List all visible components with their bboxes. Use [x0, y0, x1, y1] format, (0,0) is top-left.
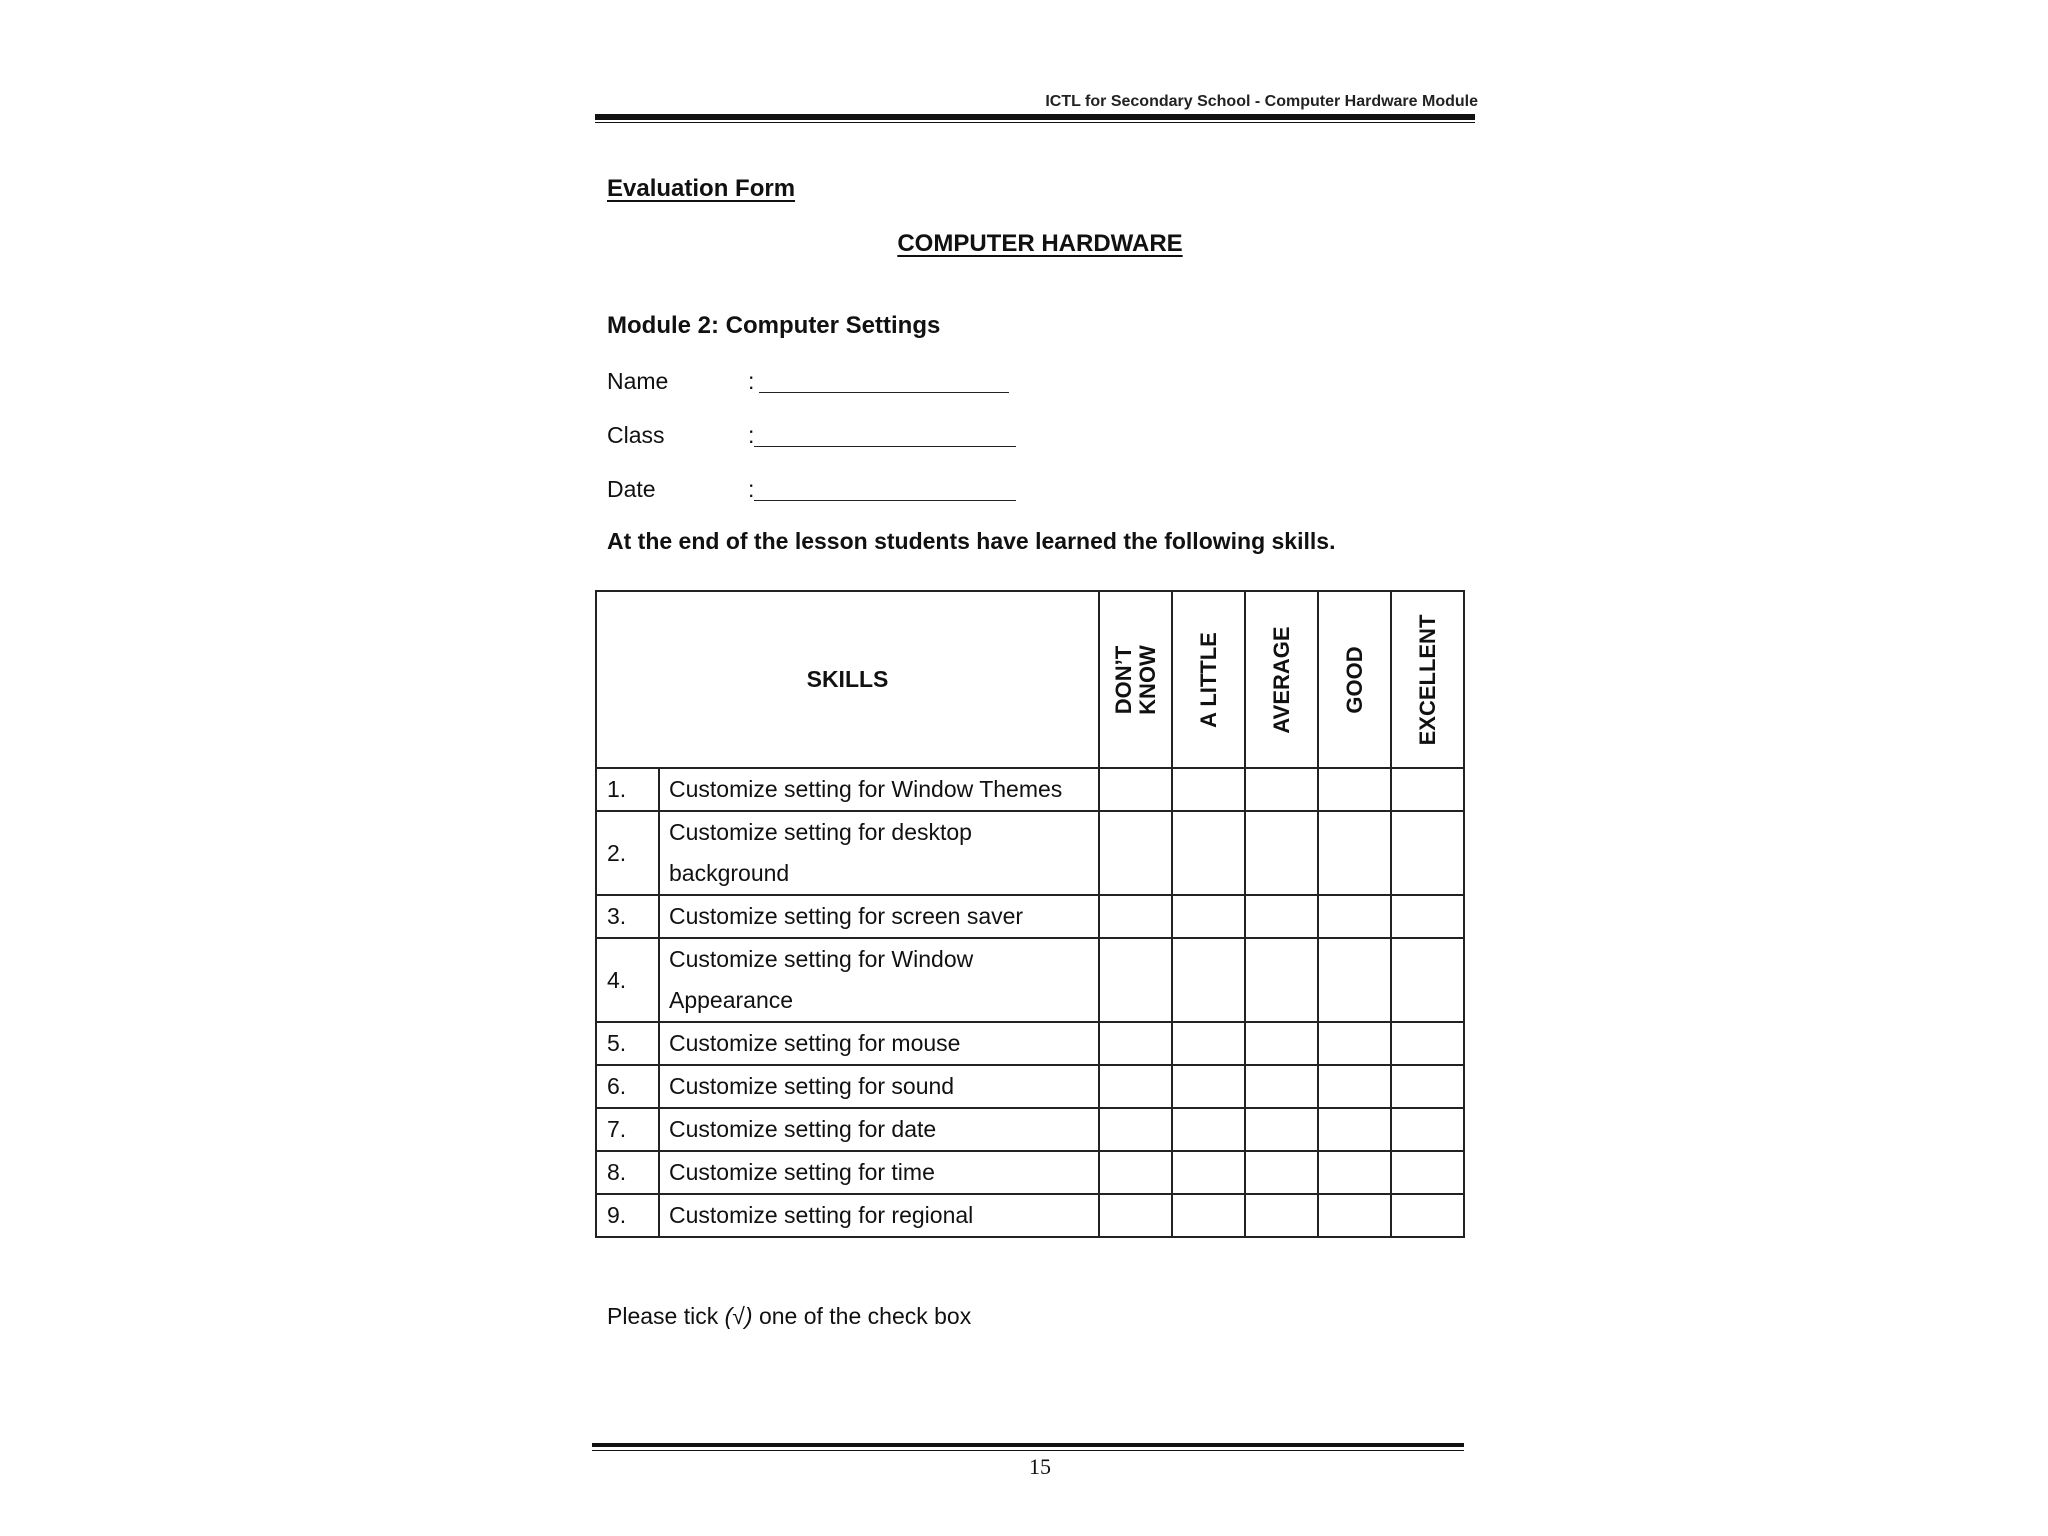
- rating-header-dont-know-line2: KNOW: [1134, 644, 1160, 715]
- skills-header: SKILLS: [596, 591, 1099, 768]
- skill-description: [659, 1065, 1099, 1108]
- checkbox-excellent[interactable]: [1391, 811, 1464, 895]
- checkbox-good[interactable]: [1318, 1194, 1391, 1237]
- rating-header-a-little-label: A LITTLE: [1195, 631, 1221, 728]
- checkbox-good[interactable]: [1318, 768, 1391, 811]
- rating-header-dont-know: [1099, 591, 1172, 768]
- table-row: [596, 938, 1464, 1022]
- skill-line: Customize setting for mouse: [669, 1030, 961, 1056]
- checkbox-a-little[interactable]: [1172, 1108, 1245, 1151]
- name-label: Name: [607, 368, 669, 394]
- checkbox-dont-know[interactable]: [1099, 1065, 1172, 1108]
- row-number: 4.: [596, 938, 659, 1022]
- checkbox-average[interactable]: [1245, 1151, 1318, 1194]
- instruction-text: At the end of the lesson students have learned the following skills.: [607, 528, 1336, 554]
- table-row: [596, 768, 1464, 811]
- skill-line: Customize setting for time: [669, 1159, 935, 1185]
- skill-line: Customize setting for sound: [669, 1073, 955, 1099]
- checkbox-good[interactable]: [1318, 1022, 1391, 1065]
- table-row: [596, 1065, 1464, 1108]
- checkbox-a-little[interactable]: [1172, 1065, 1245, 1108]
- module-title: Module 2: Computer Settings: [607, 312, 941, 339]
- rating-header-good: [1318, 591, 1391, 768]
- checkbox-average[interactable]: [1245, 1194, 1318, 1237]
- checkbox-dont-know[interactable]: [1099, 1022, 1172, 1065]
- skill-description: [659, 811, 1099, 895]
- checkbox-average[interactable]: [1245, 1108, 1318, 1151]
- skill-line: Customize setting for date: [669, 1116, 937, 1142]
- checkbox-good[interactable]: [1318, 1065, 1391, 1108]
- rating-header-a-little: [1172, 591, 1245, 768]
- form-title: Evaluation Form: [607, 175, 796, 202]
- row-number: 1.: [596, 768, 659, 811]
- checkbox-dont-know[interactable]: [1099, 1108, 1172, 1151]
- checkbox-average[interactable]: [1245, 895, 1318, 938]
- checkbox-excellent[interactable]: [1391, 1065, 1464, 1108]
- rating-header-good-label: GOOD: [1341, 645, 1367, 714]
- table-row: [596, 811, 1464, 895]
- row-number: 8.: [596, 1151, 659, 1194]
- tick-symbol: (√): [724, 1303, 753, 1329]
- date-blank-line[interactable]: [754, 500, 1016, 501]
- checkbox-dont-know[interactable]: [1099, 895, 1172, 938]
- running-header: ICTL for Secondary School - Computer Hardware Module: [1045, 93, 1478, 110]
- skill-description: [659, 895, 1099, 938]
- checkbox-excellent[interactable]: [1391, 768, 1464, 811]
- row-number: 2.: [596, 811, 659, 895]
- footer-rule-thin: [592, 1450, 1464, 1451]
- checkbox-a-little[interactable]: [1172, 768, 1245, 811]
- name-colon: :: [748, 368, 755, 394]
- footer-rule-thick: [592, 1443, 1464, 1447]
- checkbox-excellent[interactable]: [1391, 1108, 1464, 1151]
- table-row: [596, 1194, 1464, 1237]
- checkbox-dont-know[interactable]: [1099, 1194, 1172, 1237]
- skill-line: Customize setting for screen saver: [669, 903, 1024, 929]
- checkbox-dont-know[interactable]: [1099, 768, 1172, 811]
- checkbox-a-little[interactable]: [1172, 1194, 1245, 1237]
- row-number: 3.: [596, 895, 659, 938]
- checkbox-good[interactable]: [1318, 1151, 1391, 1194]
- checkbox-average[interactable]: [1245, 768, 1318, 811]
- row-number: 5.: [596, 1022, 659, 1065]
- skill-line: Customize setting for Window Themes: [669, 776, 1063, 802]
- checkbox-excellent[interactable]: [1391, 895, 1464, 938]
- header-rule-thick: [595, 114, 1475, 120]
- header-rule-thin: [595, 122, 1475, 123]
- checkbox-good[interactable]: [1318, 938, 1391, 1022]
- checkbox-dont-know[interactable]: [1099, 811, 1172, 895]
- checkbox-good[interactable]: [1318, 811, 1391, 895]
- skill-line: Customize setting for Window: [669, 946, 974, 972]
- rating-header-average-label: AVERAGE: [1268, 625, 1294, 734]
- checkbox-good[interactable]: [1318, 895, 1391, 938]
- skills-table: [595, 590, 1465, 1238]
- row-number: 7.: [596, 1108, 659, 1151]
- rating-header-dont-know-line1: DON’T: [1110, 645, 1136, 714]
- table-row: [596, 1151, 1464, 1194]
- class-blank-line[interactable]: [754, 446, 1016, 447]
- rating-header-excellent: [1391, 591, 1464, 768]
- checkbox-a-little[interactable]: [1172, 1151, 1245, 1194]
- checkbox-dont-know[interactable]: [1099, 1151, 1172, 1194]
- checkbox-average[interactable]: [1245, 811, 1318, 895]
- tick-instruction-prefix: Please tick: [607, 1303, 725, 1329]
- skill-line-continued: background: [669, 860, 790, 886]
- checkbox-excellent[interactable]: [1391, 1194, 1464, 1237]
- table-row: [596, 1108, 1464, 1151]
- checkbox-excellent[interactable]: [1391, 1022, 1464, 1065]
- skill-line: Customize setting for regional: [669, 1202, 974, 1228]
- skill-description: [659, 1108, 1099, 1151]
- name-blank-line[interactable]: [759, 392, 1009, 393]
- skill-description: [659, 938, 1099, 1022]
- row-number: 6.: [596, 1065, 659, 1108]
- class-label: Class: [607, 422, 665, 448]
- tick-instruction: [607, 1303, 971, 1330]
- page-number: 15: [1029, 1454, 1051, 1479]
- checkbox-good[interactable]: [1318, 1108, 1391, 1151]
- checkbox-average[interactable]: [1245, 938, 1318, 1022]
- checkbox-a-little[interactable]: [1172, 1022, 1245, 1065]
- checkbox-excellent[interactable]: [1391, 1151, 1464, 1194]
- skill-line-continued: Appearance: [669, 987, 794, 1013]
- tick-instruction-suffix: one of the check box: [752, 1303, 972, 1329]
- class-colon: :: [748, 422, 755, 448]
- subject-title: COMPUTER HARDWARE: [897, 230, 1183, 257]
- table-header-row: [596, 591, 1464, 768]
- skill-description: [659, 1151, 1099, 1194]
- date-label: Date: [607, 476, 656, 502]
- skill-description: [659, 1194, 1099, 1237]
- skill-line: Customize setting for desktop: [669, 819, 972, 845]
- rating-header-average: [1245, 591, 1318, 768]
- checkbox-a-little[interactable]: [1172, 895, 1245, 938]
- checkbox-a-little[interactable]: [1172, 938, 1245, 1022]
- checkbox-average[interactable]: [1245, 1065, 1318, 1108]
- checkbox-dont-know[interactable]: [1099, 938, 1172, 1022]
- skill-description: [659, 1022, 1099, 1065]
- skill-description: [659, 768, 1099, 811]
- date-colon: :: [748, 476, 755, 502]
- table-row: [596, 1022, 1464, 1065]
- table-row: [596, 895, 1464, 938]
- checkbox-excellent[interactable]: [1391, 938, 1464, 1022]
- rating-header-excellent-label: EXCELLENT: [1414, 614, 1440, 745]
- checkbox-a-little[interactable]: [1172, 811, 1245, 895]
- row-number: 9.: [596, 1194, 659, 1237]
- checkbox-average[interactable]: [1245, 1022, 1318, 1065]
